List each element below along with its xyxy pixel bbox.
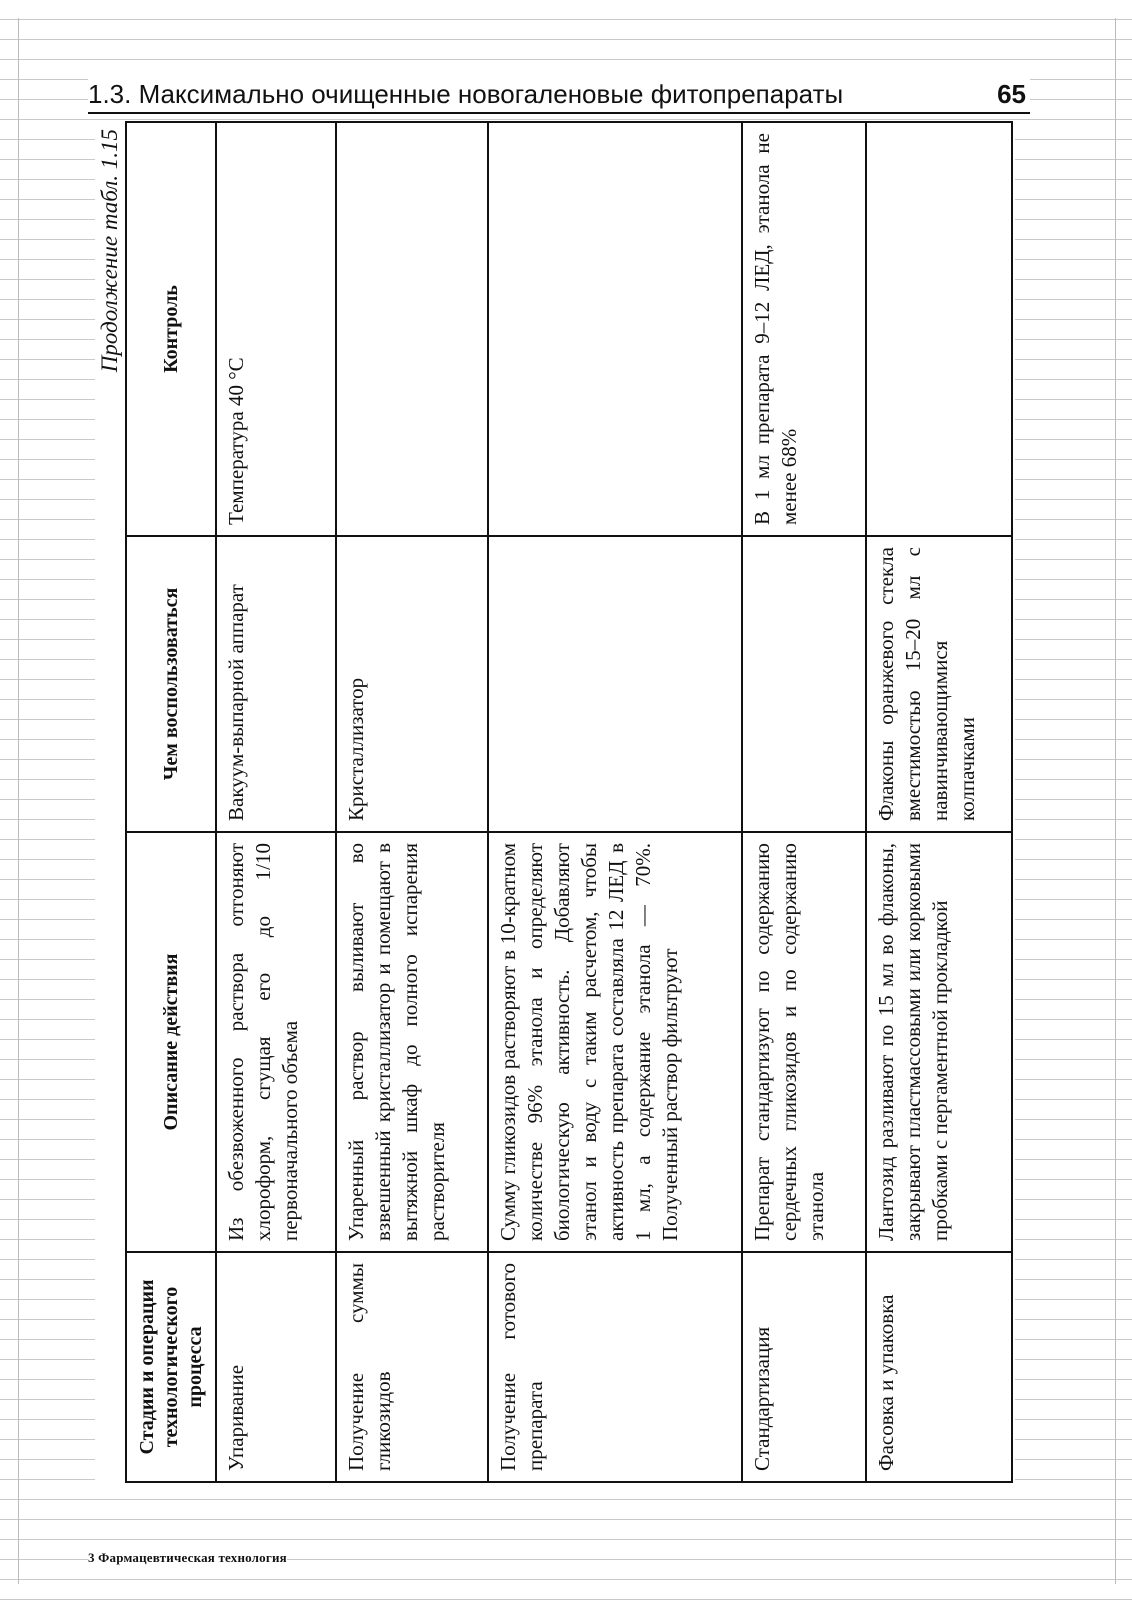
table-row [488, 122, 742, 1482]
cell-description: Лантозид разливают по 15 мл во флаконы, закрывают пластмассовыми или корковыми пробками с пергаментной прокладкой [866, 832, 1012, 1252]
process-table [125, 121, 1013, 1483]
cell-control [866, 122, 1012, 536]
cell-tool: Кристаллизатор [336, 536, 488, 832]
cell-tool [742, 536, 866, 832]
cell-description: Упаренный раствор выливают во взвешенный кристаллизатор и помещают в вытяжной шкаф до полного испарения растворителя [336, 832, 488, 1252]
table-header-row [126, 122, 216, 1482]
page-number: 65 [997, 79, 1026, 109]
cell-stage: Получение готового препарата [488, 1252, 742, 1482]
cell-control: Температура 40 °С [216, 122, 336, 536]
cell-control [336, 122, 488, 536]
column-header-stage: Стадии и операции технологического процесса [126, 1252, 216, 1482]
column-header-tool: Чем воспользоваться [126, 536, 216, 832]
table-row [216, 122, 336, 1482]
cell-tool: Вакуум-выпарной аппарат [216, 536, 336, 832]
page-footer [88, 1550, 287, 1566]
table-row [742, 122, 866, 1482]
table-row [866, 122, 1012, 1482]
cell-control [488, 122, 742, 536]
table-caption: Продолжение табл. 1.15 [97, 129, 122, 373]
running-header [88, 78, 1030, 114]
cell-stage: Получение суммы гликозидов [336, 1252, 488, 1482]
cell-description: Из обезвоженного раствора отгоняют хлороформ, сгущая его до 1/10 первоначального объема [216, 832, 336, 1252]
cell-stage: Упаривание [216, 1252, 336, 1482]
cell-description: Препарат стандартизуют по содержанию сердечных гликозидов и по содержанию этанола [742, 832, 866, 1252]
cell-tool: Флаконы оранжевого стекла вместимостью 15–20 мл с навинчивающимися колпачками [866, 536, 1012, 832]
table-row [336, 122, 488, 1482]
header-title: 1.3. Максимально очищенные новогаленовые фитопрепараты [88, 79, 844, 109]
cell-stage: Стандартизация [742, 1252, 866, 1482]
cell-tool [488, 536, 742, 832]
footer-text: Фармацевтическая технология [98, 1550, 287, 1565]
cell-description: Сумму гликозидов растворяют в 10-кратном количестве 96% этанола и определяют биологическую активность. Добавляют этанол и воду с таким расчетом, чтобы активность препарата составляла 12 ЛЕД в 1 мл, а содержание этанола — 70%. Полученный раствор фильтруют [488, 832, 742, 1252]
cell-control: В 1 мл препарата 9–12 ЛЕД, этанола не менее 68% [742, 122, 866, 536]
column-header-control: Контроль [126, 122, 216, 536]
column-header-description: Описание действия [126, 832, 216, 1252]
cell-stage: Фасовка и упаковка [866, 1252, 1012, 1482]
signature-number: 3 [88, 1550, 95, 1565]
rotated-table-block [95, 123, 1015, 1483]
